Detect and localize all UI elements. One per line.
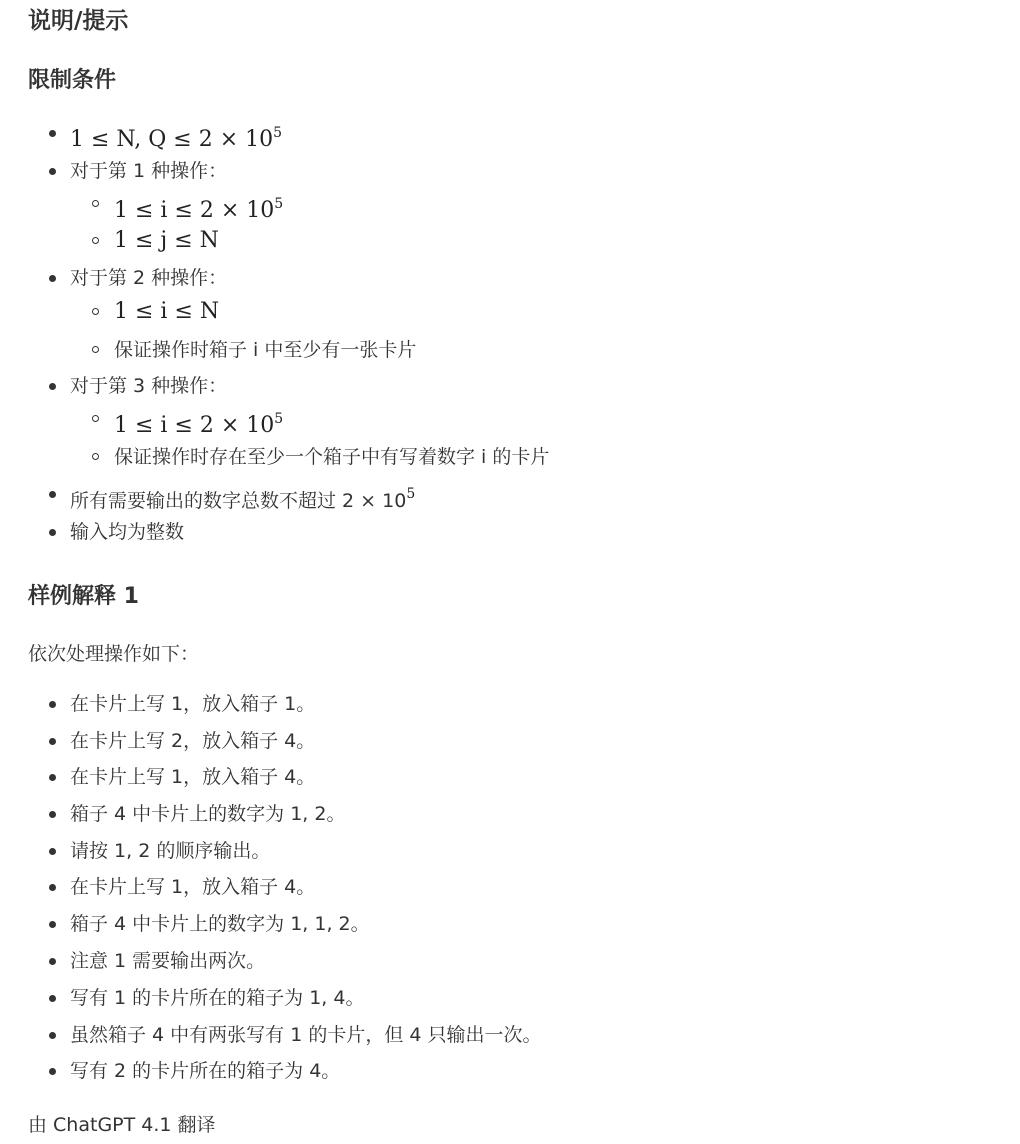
sample-step	[70, 723, 315, 759]
list-item-text: 在卡片上写 1，放入箱子 4。	[70, 766, 316, 788]
constraints-heading: 限制条件	[28, 68, 117, 93]
list-item-text: 虽然箱子 4 中有两张写有 1 的卡片，但 4 只输出一次。	[70, 1024, 542, 1046]
list-item-text: 注意 1 需要输出两次。	[70, 950, 266, 972]
sample-step	[70, 759, 315, 795]
bullet-disc	[49, 130, 56, 137]
list-item-text: 对于第 2 种操作：	[70, 267, 228, 289]
constraint-item-output-limit	[70, 476, 415, 512]
sample-step	[70, 943, 265, 979]
list-item-text: 请按 1, 2 的顺序输出。	[70, 840, 271, 862]
section-title: 说明/提示	[28, 8, 129, 34]
list-item-text: 输入均为整数	[70, 521, 185, 543]
sample-step	[70, 869, 315, 905]
bullet-disc	[49, 383, 56, 390]
constraint-item-op3	[70, 368, 227, 404]
bullet-disc	[49, 275, 56, 282]
sample-heading: 样例解释 1	[28, 584, 139, 609]
bullet-circle	[92, 415, 99, 422]
math-exponent: 5	[406, 486, 416, 502]
list-item-text: 箱子 4 中卡片上的数字为 1, 1, 2。	[70, 913, 370, 935]
constraint-item-op2	[70, 260, 227, 296]
bullet-circle	[92, 453, 99, 460]
bullet-disc	[49, 848, 56, 855]
sample-step	[70, 686, 315, 722]
bullet-disc	[49, 738, 56, 745]
math-expression: 1 ≤ j ≤ N	[114, 228, 219, 253]
constraint-subitem-op3-guarantee	[114, 439, 549, 475]
bullet-circle	[92, 237, 99, 244]
sample-step	[70, 1053, 340, 1089]
bullet-disc	[49, 1068, 56, 1075]
bullet-circle	[92, 308, 99, 315]
bullet-disc	[49, 701, 56, 708]
bullet-disc	[49, 958, 56, 965]
bullet-circle	[92, 346, 99, 353]
math-expression: 1 ≤ i ≤ 2 × 10	[114, 413, 275, 438]
constraint-item-nq	[70, 115, 282, 151]
list-item-text: 在卡片上写 2，放入箱子 4。	[70, 730, 316, 752]
list-item-text: 箱子 4 中卡片上的数字为 1, 2。	[70, 803, 346, 825]
list-item-text: 在卡片上写 1，放入箱子 1。	[70, 693, 316, 715]
list-item-text: 对于第 1 种操作：	[70, 160, 228, 182]
bullet-disc	[49, 884, 56, 891]
sample-step	[70, 1017, 542, 1053]
bullet-disc	[49, 811, 56, 818]
sample-step	[70, 980, 364, 1016]
sample-intro: 依次处理操作如下：	[28, 643, 200, 665]
constraint-item-integers	[70, 514, 184, 550]
math-exponent: 5	[273, 125, 283, 141]
list-item-text: 写有 1 的卡片所在的箱子为 1, 4。	[70, 987, 365, 1009]
list-item-text: 在卡片上写 1，放入箱子 4。	[70, 876, 316, 898]
list-item-text: 对于第 3 种操作：	[70, 375, 228, 397]
list-item-text: 保证操作时箱子 i 中至少有一张卡片	[114, 339, 417, 361]
bullet-disc	[49, 774, 56, 781]
sample-step	[70, 833, 270, 869]
bullet-disc	[49, 529, 56, 536]
list-item-text: 写有 2 的卡片所在的箱子为 4。	[70, 1060, 341, 1082]
constraint-subitem-op2-guarantee	[114, 332, 416, 368]
math-expression: 1 ≤ i ≤ N	[114, 299, 220, 324]
constraint-item-op1	[70, 153, 227, 189]
bullet-disc	[49, 491, 56, 498]
constraint-subitem-op1-j	[114, 223, 219, 259]
sample-step	[70, 906, 370, 942]
constraint-subitem-op2-i	[114, 294, 219, 330]
constraint-subitem-op1-i	[114, 186, 283, 222]
list-item-text: 所有需要输出的数字总数不超过 2 × 10	[70, 490, 407, 512]
bullet-disc	[49, 921, 56, 928]
math-expression: 1 ≤ i ≤ 2 × 10	[114, 198, 275, 223]
math-exponent: 5	[274, 411, 284, 427]
bullet-disc	[49, 995, 56, 1002]
bullet-disc	[49, 168, 56, 175]
math-expression: 1 ≤ N, Q ≤ 2 × 10	[70, 127, 274, 152]
math-exponent: 5	[274, 196, 284, 212]
list-item-text: 保证操作时存在至少一个箱子中有写着数字 i 的卡片	[114, 446, 550, 468]
translation-credit: 由 ChatGPT 4.1 翻译	[28, 1114, 216, 1136]
sample-step	[70, 796, 345, 832]
constraint-subitem-op3-i	[114, 401, 283, 437]
bullet-disc	[49, 1032, 56, 1039]
bullet-circle	[92, 200, 99, 207]
